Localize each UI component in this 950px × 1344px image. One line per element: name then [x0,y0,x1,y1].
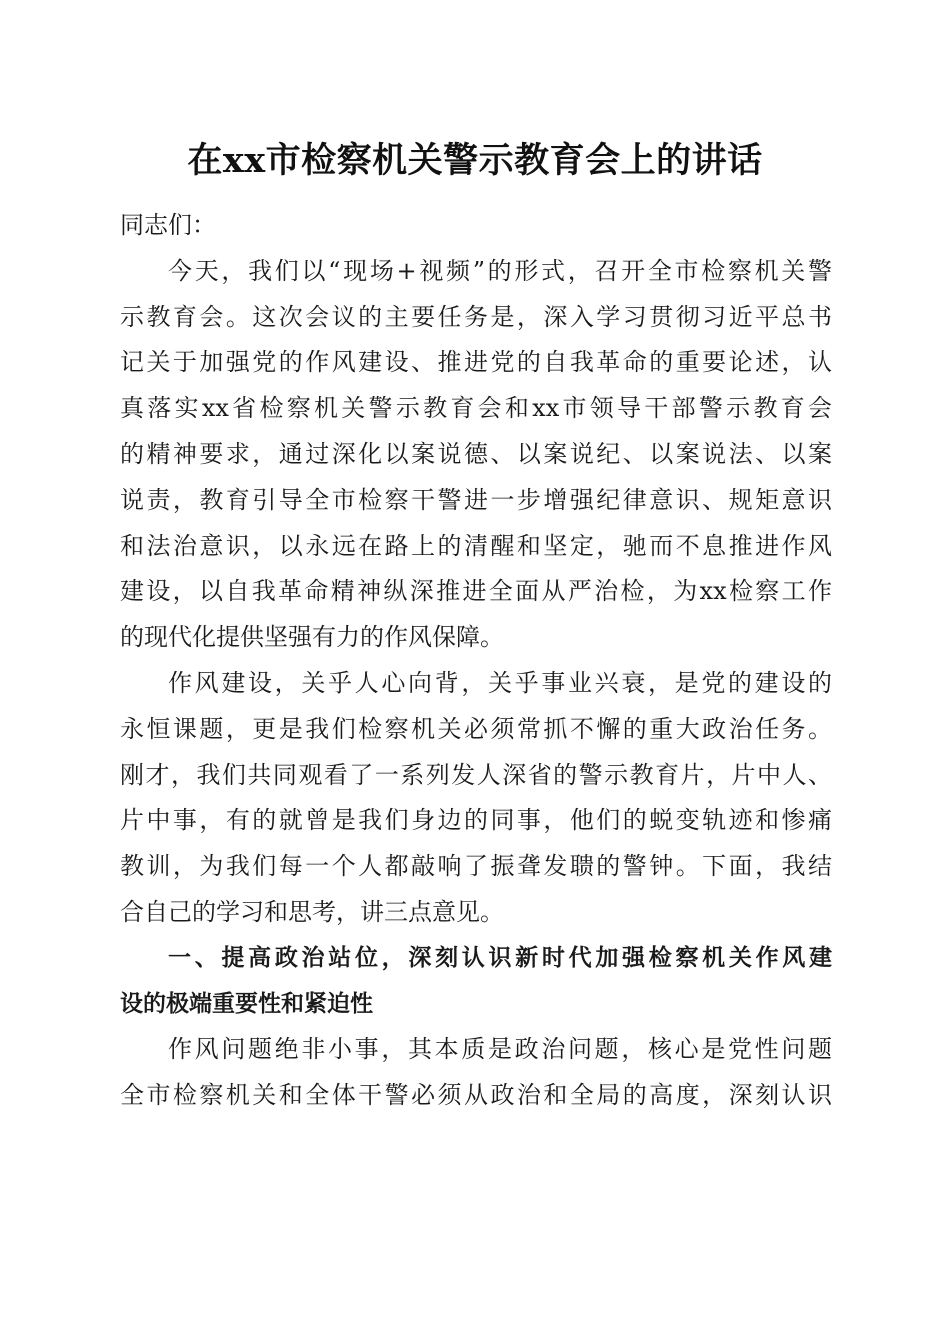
paragraph-2-line-5: 教训，为我们每一个人都敲响了振聋发聩的警钟。下面，我结 [120,852,832,881]
document-body [120,203,832,1119]
paragraph-1-line-3: 记关于加强党的作风建设、推进党的自我革命的重要论述，认 [120,348,832,377]
section-heading-line-1: 一、提高政治站位，深刻认识新时代加强检察机关作风建 [168,944,832,971]
paragraph-2-line-4: 片中事，有的就曾是我们身边的同事，他们的蜕变轨迹和惨痛 [120,806,832,835]
paragraph-2-line-1: 作风建设，关乎人心向背，关乎事业兴衰，是党的建设的 [168,668,832,697]
paragraph-1-line-8: 建设，以自我革命精神纵深推进全面从严治检，为xx检察工作 [120,577,832,606]
paragraph-3-line-1: 作风问题绝非小事，其本质是政治问题，核心是党性问题 [168,1035,832,1064]
salutation-line: 同志们： [120,211,216,239]
paragraph-1-line-2: 示教育会。这次会议的主要任务是，深入学习贯彻习近平总书 [120,302,832,331]
section-heading-line-2: 设的极端重要性和紧迫性 [120,990,373,1017]
paragraph-1-line-6: 说责，教育引导全市检察干警进一步增强纪律意识、规矩意识 [120,485,832,514]
paragraph-1-line-5: 的精神要求，通过深化以案说德、以案说纪、以案说法、以案 [120,439,832,468]
paragraph-3-line-2: 全市检察机关和全体干警必须从政治和全局的高度，深刻认识 [120,1081,832,1110]
document-title: 在xx市检察机关警示教育会上的讲话 [187,140,763,181]
paragraph-1-line-1: 今天，我们以“现场+视频”的形式，召开全市检察机关警 [168,256,832,285]
paragraph-1-line-4: 真落实xx省检察机关警示教育会和xx市领导干部警示教育会 [120,394,832,423]
paragraph-2-line-3: 刚才，我们共同观看了一系列发人深省的警示教育片，片中人、 [120,760,832,789]
paragraph-1-line-9: 的现代化提供坚强有力的作风保障。 [120,623,504,652]
paragraph-2-line-2: 永恒课题，更是我们检察机关必须常抓不懈的重大政治任务。 [120,714,832,743]
paragraph-1-line-7: 和法治意识，以永远在路上的清醒和坚定，驰而不息推进作风 [120,531,832,560]
paragraph-2-line-6: 合自己的学习和思考，讲三点意见。 [120,897,504,926]
